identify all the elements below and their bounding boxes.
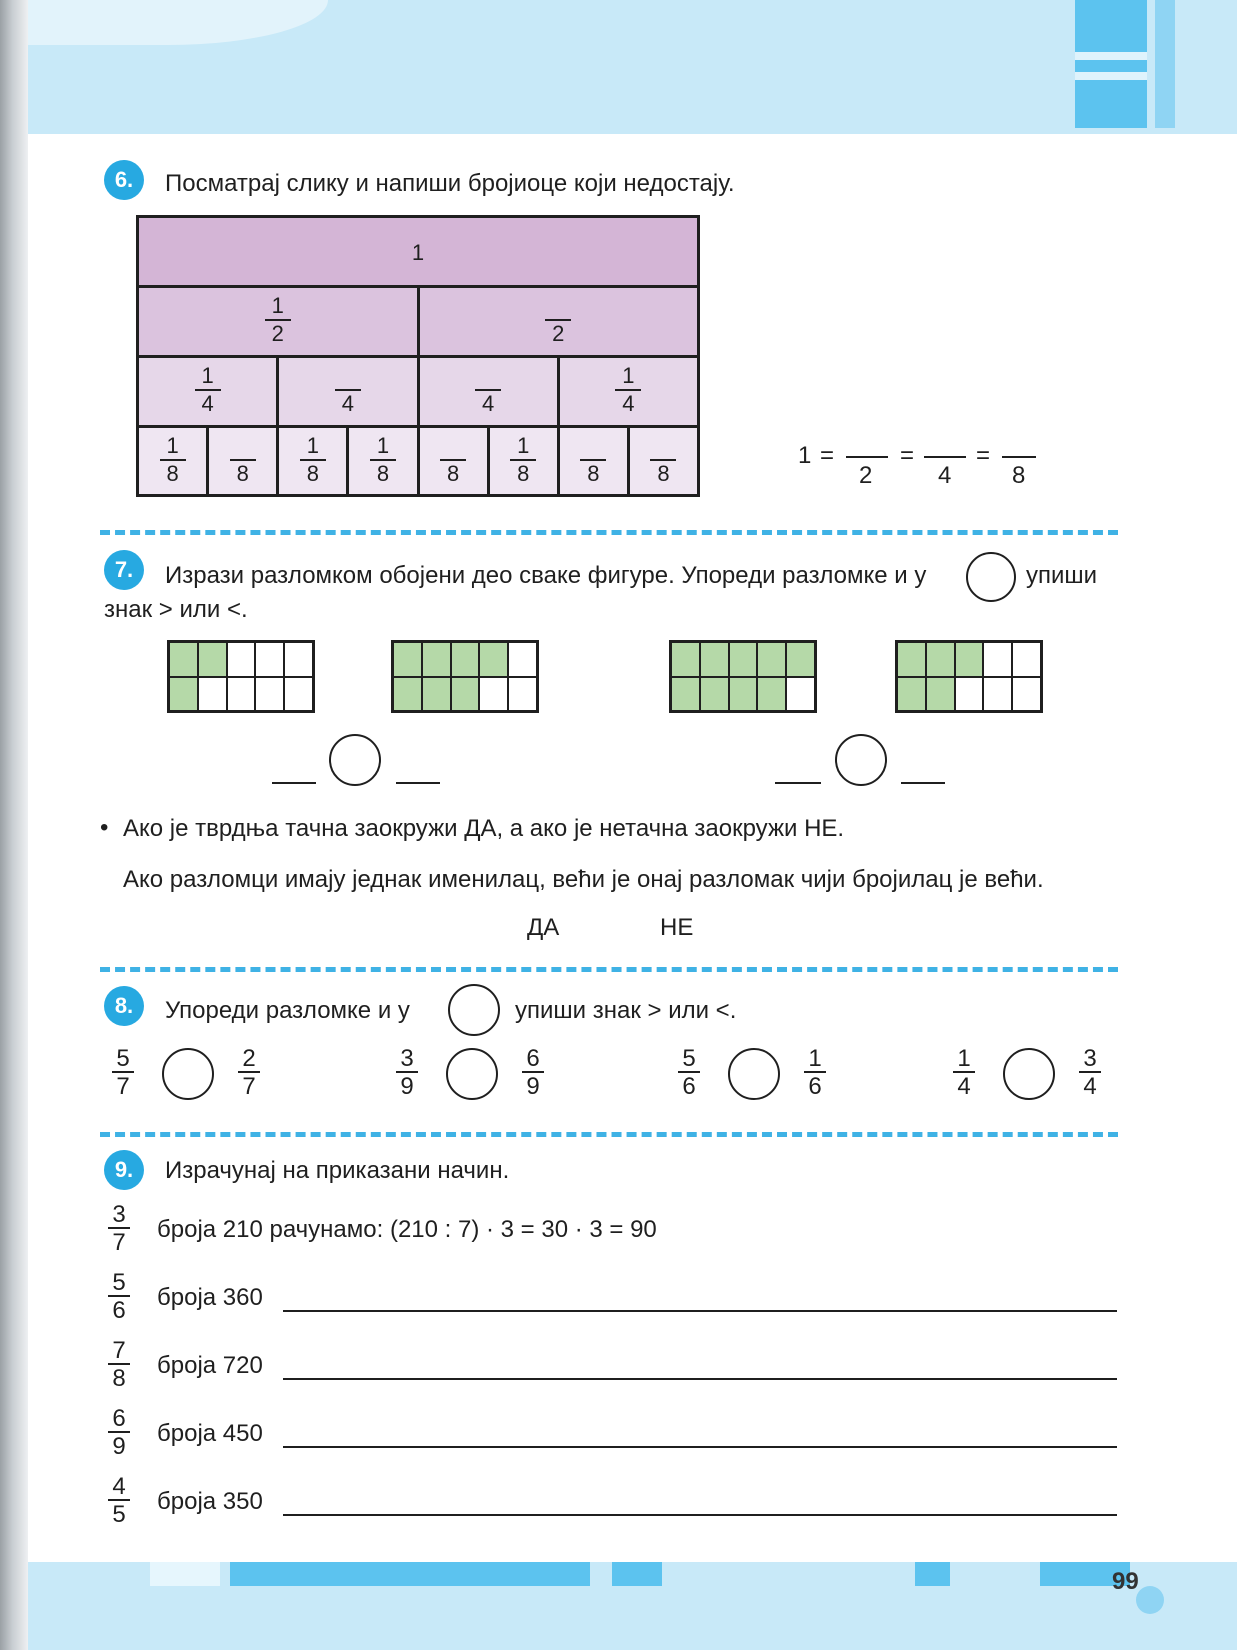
calc-text: броја 350 (157, 1488, 263, 1515)
fraction-numerator: 3 (400, 1045, 414, 1072)
wall-cell-eighths (420, 428, 490, 494)
section-divider (100, 967, 1118, 972)
comparison-circle-example (448, 984, 500, 1036)
wall-cell-quarters (420, 358, 560, 428)
wall-cell-halves (139, 288, 420, 358)
answer-yes[interactable]: ДА (527, 914, 560, 941)
wall-fraction (615, 364, 641, 416)
fraction-grid-4 (895, 640, 1043, 713)
wall-fraction (545, 294, 571, 346)
fraction-denominator: 8 (446, 461, 460, 486)
fraction-denominator: 2 (552, 321, 565, 346)
wall-fraction (370, 434, 396, 486)
fraction-denominator: 8 (236, 461, 249, 486)
comparison-circle[interactable] (329, 734, 381, 786)
fraction-right (1079, 1046, 1101, 1098)
calc-text: броја 720 (157, 1352, 263, 1379)
grid-cell (983, 677, 1012, 712)
fraction-denominator: 8 (112, 1365, 126, 1392)
wall-fraction (475, 364, 501, 416)
numerator-blank (1002, 456, 1036, 458)
fraction-denominator: 4 (622, 391, 635, 416)
task-9-badge: 9. (104, 1150, 144, 1190)
calc-fraction (108, 1270, 130, 1322)
bottom-strip (230, 1562, 590, 1586)
fraction-left (678, 1046, 700, 1098)
fraction-denominator: 4 (201, 391, 214, 416)
fraction-denominator: 9 (400, 1073, 414, 1100)
answer-line[interactable] (283, 1514, 1117, 1516)
task-9-instruction: Израчунај на приказани начин. (165, 1157, 510, 1184)
comparison-circle[interactable] (1003, 1048, 1055, 1100)
grid-cell (1012, 677, 1041, 712)
wall-cell-eighths (630, 428, 697, 494)
fraction-numerator[interactable] (443, 434, 463, 458)
fraction-left (112, 1046, 134, 1098)
fraction-numerator: 1 (376, 433, 390, 458)
wall-row-halves (139, 288, 697, 358)
fraction-denominator: 4 (1083, 1073, 1097, 1100)
calc-text: броја 210 рачунамо: (210 : 7) · 3 = 30 · 3 = 90 (157, 1216, 657, 1243)
wall-cell-eighths (209, 428, 279, 494)
fraction-numerator: 1 (271, 293, 284, 318)
fraction-denominator: 6 (112, 1297, 126, 1324)
statement-prompt: Ако је тврдња тачна заокружи ДА, а ако је нетачна заокружи НЕ. (123, 815, 845, 842)
fraction-denominator: 2 (271, 321, 284, 346)
fraction-numerator: 1 (201, 363, 214, 388)
grid-cell-shaded (393, 677, 422, 712)
top-stripe (1155, 0, 1175, 128)
equation-equals: = (976, 442, 991, 469)
fraction-numerator[interactable] (233, 434, 253, 458)
wall-fraction (335, 364, 361, 416)
page-number: 99 (1112, 1568, 1139, 1595)
grid-cell-shaded (700, 642, 729, 677)
fraction-denominator: 8 (376, 461, 390, 486)
answer-line[interactable] (283, 1378, 1117, 1380)
wall-fraction (300, 434, 326, 486)
wall-fraction (510, 434, 536, 486)
grid-cell-shaded (169, 677, 198, 712)
top-stripe (1075, 0, 1147, 128)
wall-fraction (230, 434, 256, 486)
answer-blank[interactable] (901, 782, 945, 784)
wall-fraction (440, 434, 466, 486)
grid-cell-shaded (926, 642, 955, 677)
grid-cell (508, 677, 537, 712)
fraction-numerator: 6 (526, 1045, 540, 1072)
fraction-numerator: 3 (1083, 1045, 1097, 1072)
fraction-numerator: 6 (112, 1405, 126, 1432)
grid-cell-shaded (198, 642, 227, 677)
fraction-grid-1 (167, 640, 315, 713)
wall-cell-eighths (490, 428, 560, 494)
page-binding-shadow (0, 0, 28, 1650)
fraction-numerator: 1 (808, 1045, 822, 1072)
calc-text: броја 450 (157, 1420, 263, 1447)
grid-cell-shaded (479, 642, 508, 677)
fraction-denominator: 9 (112, 1433, 126, 1460)
fraction-right (522, 1046, 544, 1098)
grid-cell-shaded (451, 642, 480, 677)
grid-cell-shaded (422, 642, 451, 677)
fraction-denominator: 4 (482, 391, 495, 416)
fraction-denominator: 8 (306, 461, 319, 486)
answer-blank[interactable] (396, 782, 440, 784)
fraction-right (238, 1046, 260, 1098)
fraction-numerator: 1 (517, 433, 530, 458)
grid-cell-shaded (729, 642, 758, 677)
fraction-denominator: 7 (116, 1073, 130, 1100)
fraction-numerator: 4 (112, 1473, 126, 1500)
fraction-numerator: 5 (682, 1045, 696, 1072)
task-8-badge: 8. (104, 986, 144, 1026)
grid-cell (1012, 642, 1041, 677)
answer-blank[interactable] (775, 782, 821, 784)
wall-cell-quarters (279, 358, 419, 428)
wall-cell-quarters (560, 358, 697, 428)
grid-cell-shaded (451, 677, 480, 712)
calc-fraction (108, 1202, 130, 1254)
calc-fraction (108, 1406, 130, 1458)
wall-cell-eighths (560, 428, 630, 494)
wall-whole-label: 1 (411, 240, 425, 265)
equation-lhs: 1 (798, 442, 812, 469)
equation-den-3: 8 (1012, 462, 1026, 489)
fraction-numerator[interactable] (478, 364, 498, 388)
fraction-left (396, 1046, 418, 1098)
numerator-blank (846, 456, 888, 458)
answer-line[interactable] (283, 1446, 1117, 1448)
comparison-circle[interactable] (446, 1048, 498, 1100)
bottom-strip (150, 1562, 220, 1586)
wall-cell-eighths (349, 428, 419, 494)
grid-cell-shaded (393, 642, 422, 677)
wall-fraction (580, 434, 606, 486)
equation-equals: = (820, 442, 835, 469)
fraction-denominator: 4 (957, 1073, 971, 1100)
wall-cell-halves (420, 288, 698, 358)
grid-cell (227, 642, 256, 677)
wall-cell-eighths (279, 428, 349, 494)
grid-cell (198, 677, 227, 712)
comparison-circle[interactable] (728, 1048, 780, 1100)
grid-cell (284, 642, 313, 677)
answer-blank[interactable] (272, 782, 316, 784)
fraction-numerator[interactable] (653, 434, 673, 458)
task-7-instruction-line2: знак > или <. (104, 596, 248, 623)
grid-cell (255, 642, 284, 677)
fraction-denominator: 7 (112, 1229, 126, 1256)
fraction-numerator: 7 (112, 1337, 126, 1364)
numerator-blank (924, 456, 966, 458)
equivalence-equation (798, 438, 1038, 498)
task-8-instruction: Упореди разломке и у (165, 997, 410, 1024)
fraction-numerator: 1 (306, 433, 319, 458)
task-6-instruction: Посматрај слику и напиши бројиоце који недостају. (165, 170, 735, 197)
comparison-circle[interactable] (162, 1048, 214, 1100)
answer-line[interactable] (283, 1310, 1117, 1312)
bottom-strip (612, 1562, 662, 1586)
grid-cell (284, 677, 313, 712)
top-stripe-line (1075, 72, 1147, 80)
fraction-numerator: 1 (622, 363, 635, 388)
wall-fraction (160, 434, 186, 486)
grid-cell-shaded (897, 677, 926, 712)
fraction-denominator: 8 (166, 461, 179, 486)
grid-cell-shaded (926, 677, 955, 712)
grid-cell-shaded (169, 642, 198, 677)
fraction-grid-3 (669, 640, 817, 713)
fraction-numerator[interactable] (583, 434, 603, 458)
fraction-wall (136, 215, 700, 497)
fraction-denominator: 8 (587, 461, 600, 486)
fraction-numerator: 1 (166, 433, 179, 458)
task-8-instruction-cont: упиши знак > или <. (515, 997, 737, 1024)
grid-cell (227, 677, 256, 712)
grid-cell-shaded (671, 642, 700, 677)
comparison-circle-example (966, 552, 1016, 602)
calc-text: броја 360 (157, 1284, 263, 1311)
fraction-denominator: 7 (242, 1073, 256, 1100)
equation-den-1: 2 (859, 462, 873, 489)
grid-cell-shaded (757, 677, 786, 712)
calc-fraction (108, 1338, 130, 1390)
task-7-instruction: Изрази разломком обојени део сваке фигуре. Упореди разломке и у (165, 562, 927, 589)
wall-row-whole (139, 218, 697, 288)
statement: Ако разломци имају једнак именилац, већи је онај разломак чији бројилац је већи. (123, 866, 1044, 893)
fraction-denominator: 8 (517, 461, 530, 486)
fraction-right (804, 1046, 826, 1098)
grid-cell (983, 642, 1012, 677)
fraction-numerator: 2 (242, 1045, 256, 1072)
grid-cell-shaded (729, 677, 758, 712)
section-divider (100, 530, 1118, 535)
answer-no[interactable]: НЕ (660, 914, 694, 941)
fraction-denominator: 8 (657, 461, 670, 486)
grid-cell (786, 677, 815, 712)
grid-cell (479, 677, 508, 712)
task-7-instruction-cont: упиши (1026, 562, 1098, 589)
grid-cell (955, 677, 984, 712)
fraction-denominator: 4 (341, 391, 354, 416)
grid-cell-shaded (422, 677, 451, 712)
fraction-denominator: 6 (808, 1073, 822, 1100)
fraction-numerator: 5 (116, 1045, 130, 1072)
grid-cell-shaded (897, 642, 926, 677)
grid-cell-shaded (786, 642, 815, 677)
top-stripe-line (1075, 52, 1147, 60)
grid-cell (255, 677, 284, 712)
fraction-numerator: 5 (112, 1269, 126, 1296)
bottom-strip (915, 1562, 950, 1586)
bullet: • (100, 814, 109, 841)
wall-cell-quarters (139, 358, 279, 428)
wall-fraction (265, 294, 291, 346)
fraction-denominator: 5 (112, 1501, 126, 1528)
wall-cell-eighths (139, 428, 209, 494)
comparison-circle[interactable] (835, 734, 887, 786)
equation-den-2: 4 (938, 462, 952, 489)
fraction-numerator[interactable] (338, 364, 358, 388)
wall-cell-whole (139, 218, 697, 288)
grid-cell-shaded (955, 642, 984, 677)
section-divider (100, 1132, 1118, 1137)
wall-fraction (650, 434, 676, 486)
fraction-grid-2 (391, 640, 539, 713)
wall-row-quarters (139, 358, 697, 428)
task-7-badge: 7. (104, 550, 144, 590)
fraction-left (953, 1046, 975, 1098)
fraction-numerator: 3 (112, 1201, 126, 1228)
grid-cell (508, 642, 537, 677)
fraction-numerator: 1 (957, 1045, 971, 1072)
task-6-badge: 6. (104, 160, 144, 200)
wall-row-eighths (139, 428, 697, 494)
grid-cell-shaded (671, 677, 700, 712)
fraction-numerator[interactable] (548, 294, 568, 318)
equation-equals: = (900, 442, 915, 469)
calc-fraction (108, 1474, 130, 1526)
grid-cell-shaded (700, 677, 729, 712)
fraction-denominator: 6 (682, 1073, 696, 1100)
grid-cell-shaded (757, 642, 786, 677)
fraction-denominator: 9 (526, 1073, 540, 1100)
wall-fraction (195, 364, 221, 416)
